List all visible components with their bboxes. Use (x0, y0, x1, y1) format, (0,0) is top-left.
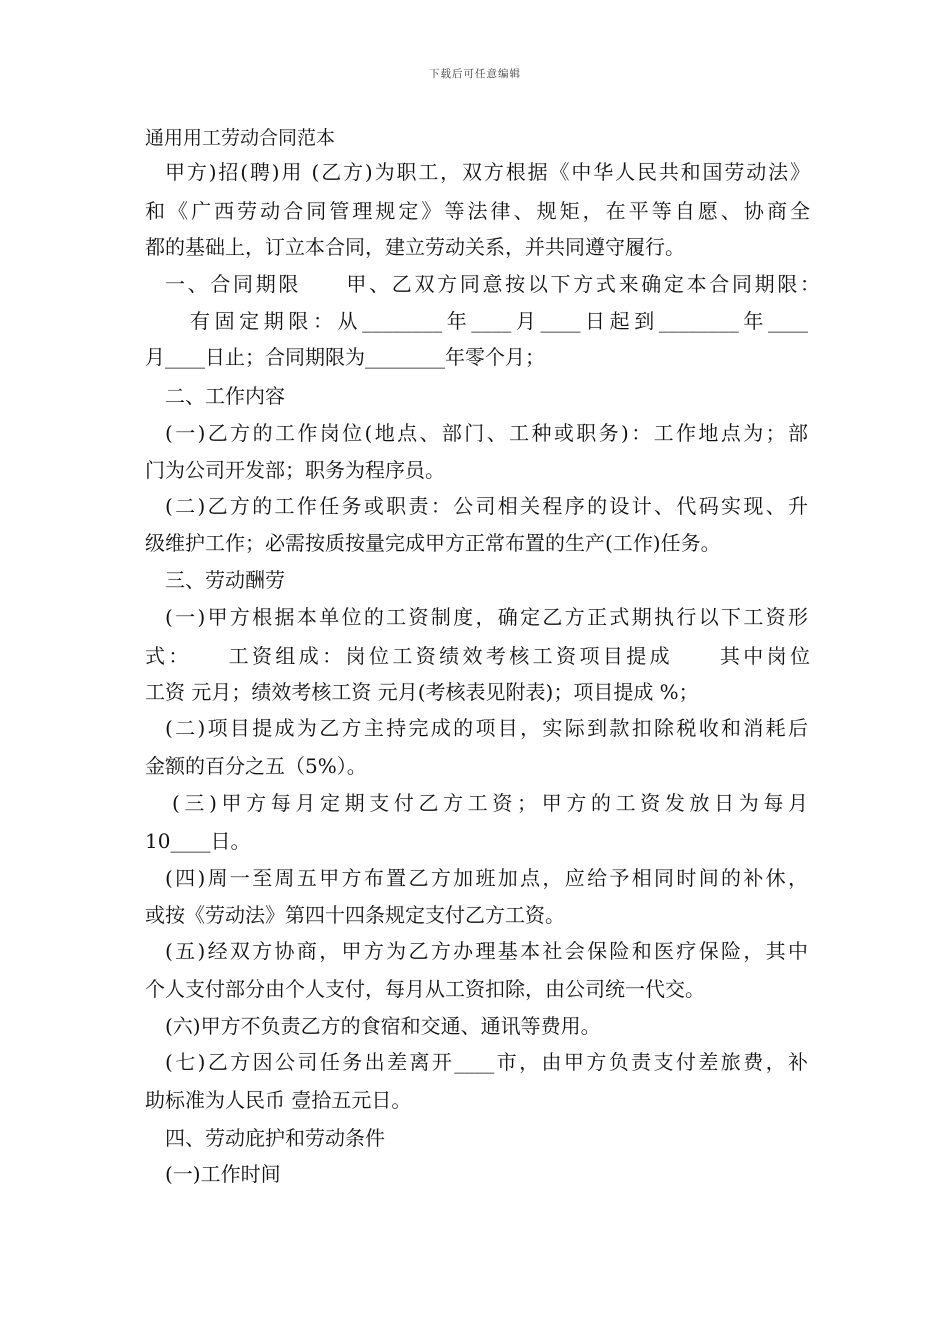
paragraph-line: 工资 元月；绩效考核工资 元月(考核表见附表)；项目提成 %； (145, 680, 699, 704)
paragraph-line: (四)周一至周五甲方布置乙方加班加点，应给予相同时间的补休， (165, 866, 808, 890)
section-heading: 一、合同期限 甲、乙双方同意按以下方式来确定本合同期限： (165, 272, 820, 296)
paragraph-line: (六)甲方不负责乙方的食宿和交通、通讯等费用。 (165, 1014, 601, 1038)
paragraph-line: 级维护工作；必需按质按量完成甲方正常布置的生产(工作)任务。 (145, 531, 721, 555)
paragraph-line: 月____日止；合同期限为________年零个月； (145, 345, 545, 369)
paragraph-line: (一)乙方的工作岗位(地点、部门、工种或职务)：工作地点为；部 (165, 421, 808, 445)
paragraph-line: 助标准为人民币 壹拾五元日。 (145, 1088, 412, 1112)
paragraph-line: 金额的百分之五（5%）。 (145, 754, 367, 778)
paragraph-line: 有固定期限：从________年____月____日起到________年____ (190, 309, 808, 333)
paragraph-line: 门为公司开发部；职务为程序员。 (145, 458, 445, 482)
paragraph-line: 式： 工资组成：岗位工资绩效考核工资项目提成 其中岗位 (145, 644, 810, 668)
section-heading: 三、劳动酬劳 (165, 568, 285, 592)
paragraph-line: (三)甲方每月定期支付乙方工资；甲方的工资发放日为每月 (172, 791, 808, 815)
paragraph-line: 和《广西劳动合同管理规定》等法律、规矩，在平等自愿、协商全 (145, 199, 810, 223)
paragraph-line: (一)工作时间 (165, 1162, 281, 1186)
paragraph-line: 或按《劳动法》第四十四条规定支付乙方工资。 (145, 903, 565, 927)
paragraph-line: 个人支付部分由个人支付，每月从工资扣除，由公司统一代交。 (145, 977, 705, 1001)
paragraph-line: (一)甲方根据本单位的工资制度，确定乙方正式期执行以下工资形 (165, 605, 808, 629)
page-header-note: 下载后可任意编辑 (429, 68, 521, 80)
paragraph-line: 甲方)招(聘)用 (乙方)为职工，双方根据《中华人民共和国劳动法》 (165, 160, 810, 184)
paragraph-line: (五)经双方协商，甲方为乙方办理基本社会保险和医疗保险，其中 (165, 939, 808, 963)
section-heading: 四、劳动庇护和劳动条件 (165, 1126, 385, 1150)
paragraph-line: 都的基础上，订立本合同，建立劳动关系，并共同遵守履行。 (145, 235, 685, 259)
paragraph-line: (二)乙方的工作任务或职责：公司相关程序的设计、代码实现、升 (165, 494, 808, 518)
paragraph-line: (七)乙方因公司任务出差离开____市，由甲方负责支付差旅费，补 (165, 1050, 808, 1074)
paragraph-line: (二)项目提成为乙方主持完成的项目，实际到款扣除税收和消耗后 (165, 716, 808, 740)
section-heading: 二、工作内容 (165, 384, 285, 408)
document-title: 通用用工劳动合同范本 (145, 127, 336, 149)
paragraph-line: 10____日。 (145, 829, 251, 853)
